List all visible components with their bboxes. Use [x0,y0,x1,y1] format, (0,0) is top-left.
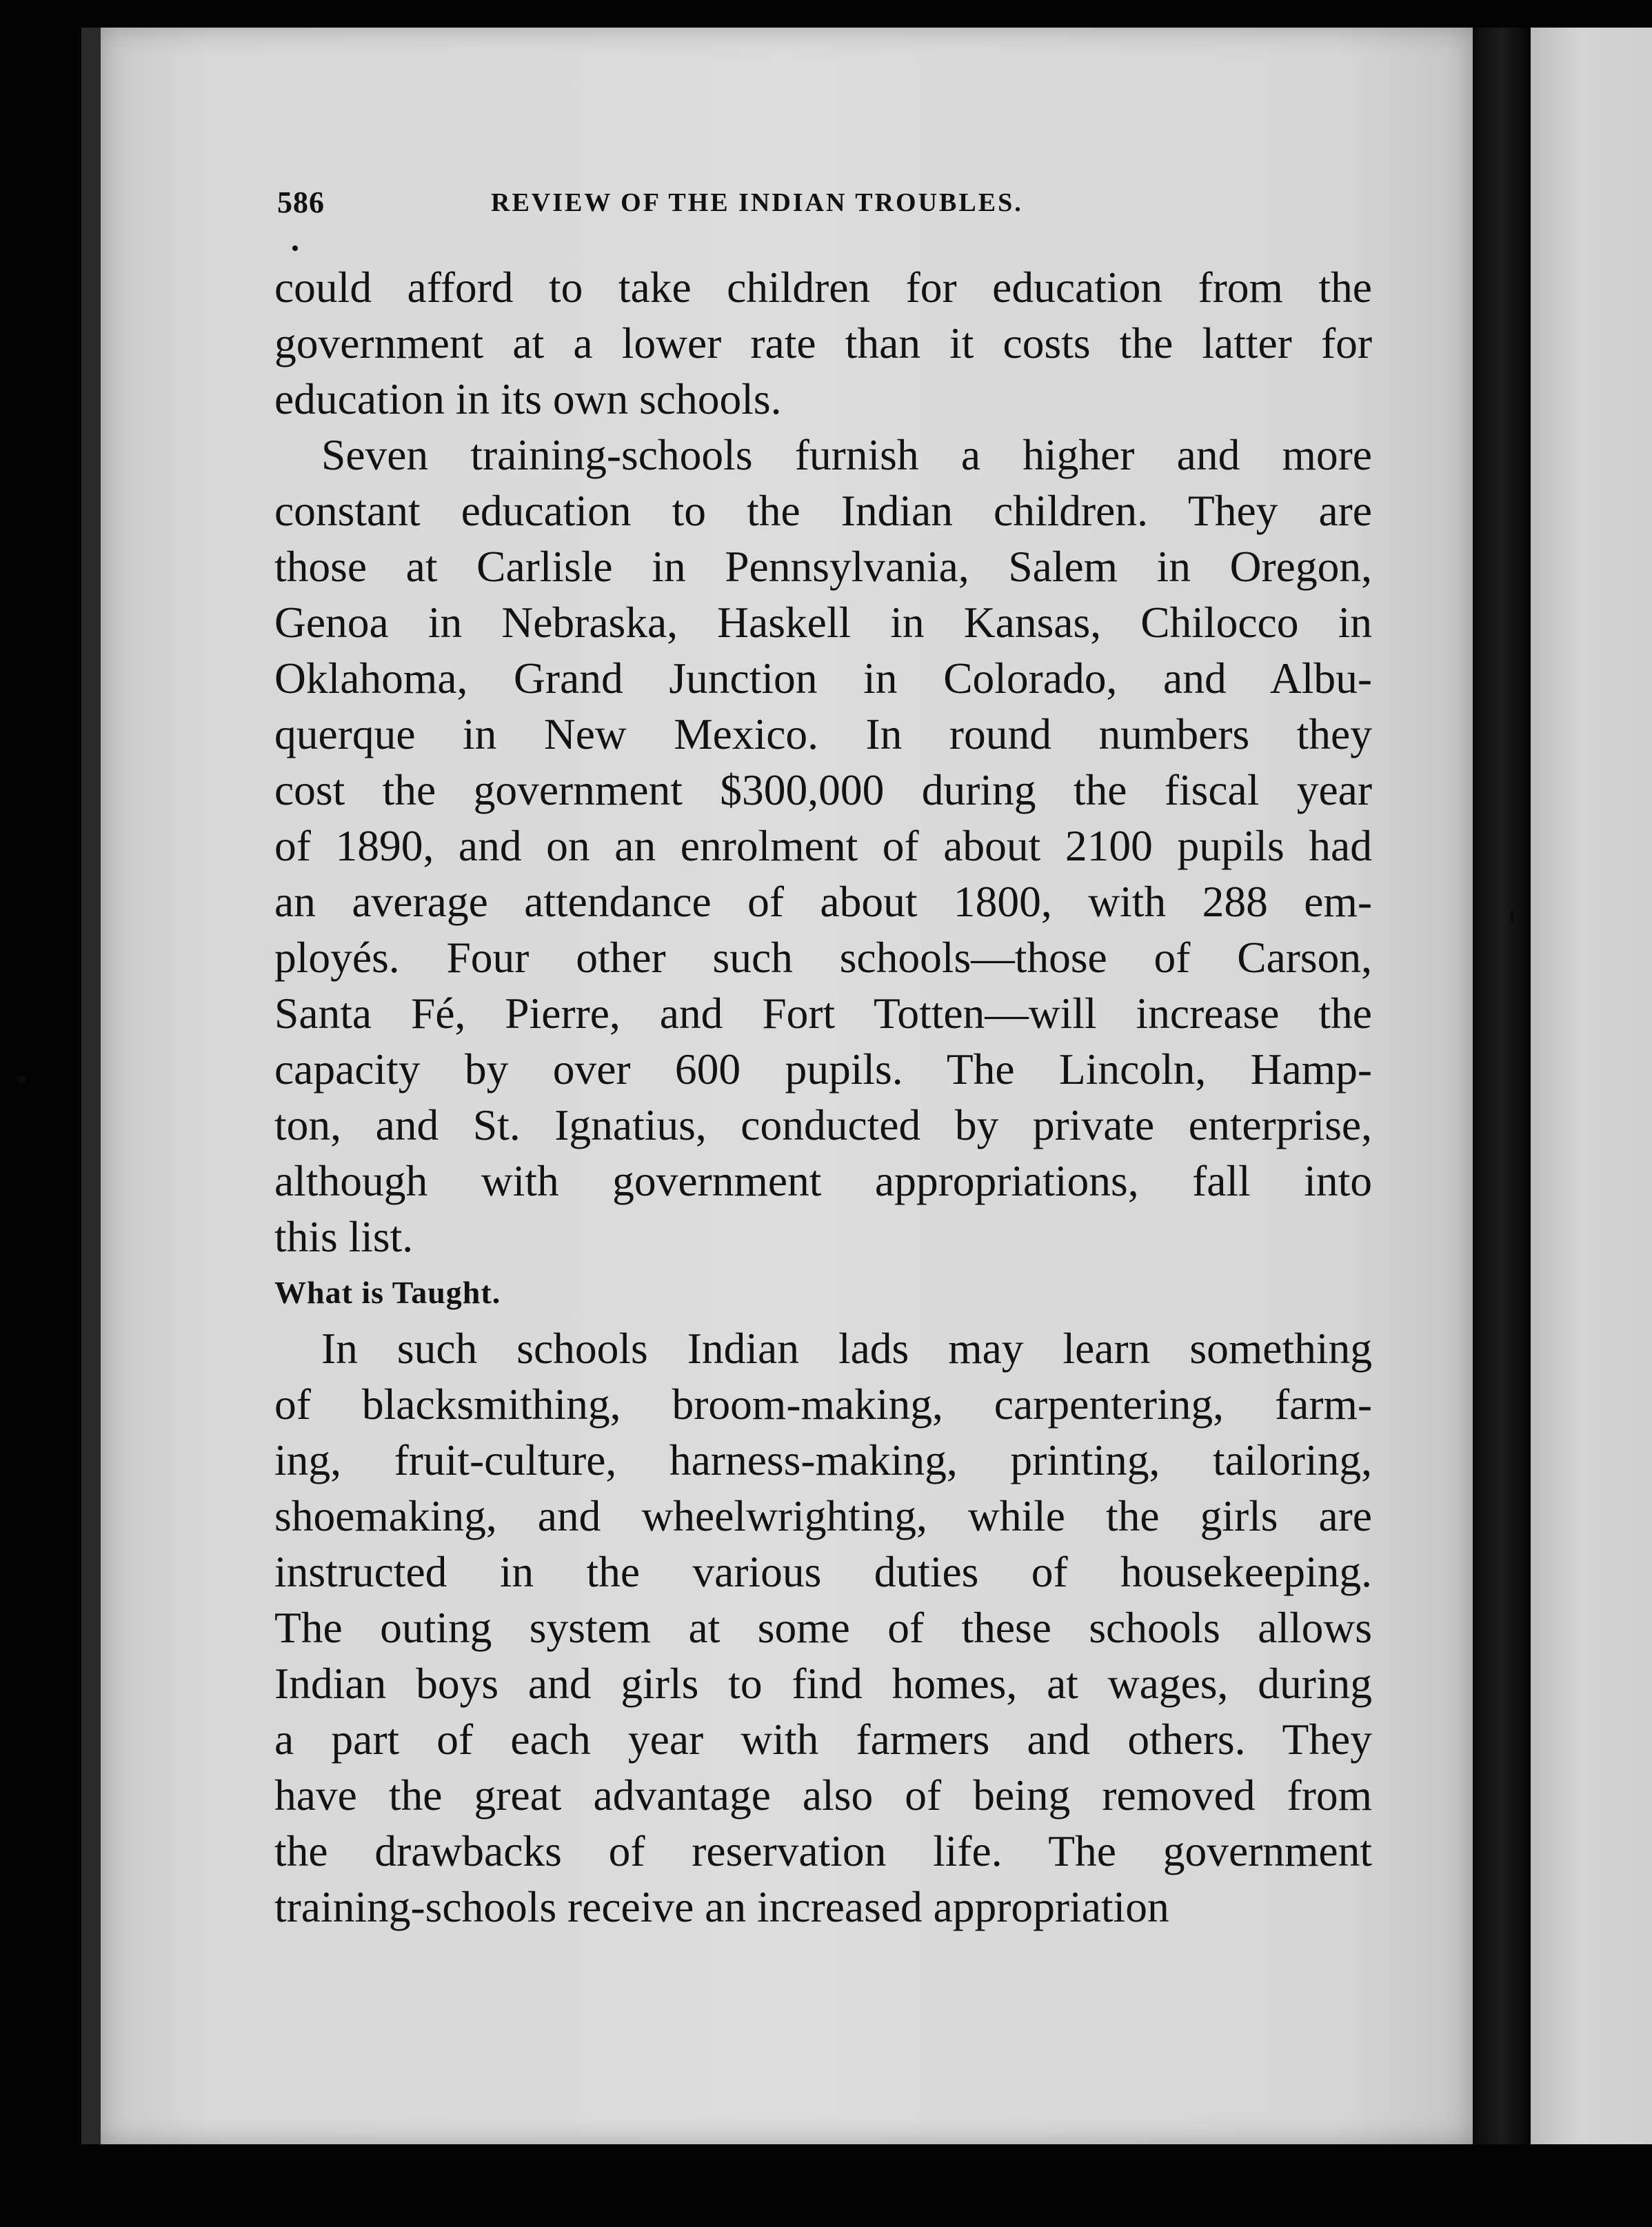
adjacent-page-edge [1531,28,1652,2144]
text-line: this list. [274,1212,414,1261]
text-line: Santa Fé, Pierre, and Fort Totten—will increase the [274,989,1372,1038]
text-line: of blacksmithing, broom-making, carpentering, farm- [274,1380,1372,1429]
text-line: ton, and St. Ignatius, conducted by private enterprise, [274,1100,1372,1149]
text-line: have the great advantage also of being removed from [274,1771,1372,1820]
text-line: Oklahoma, Grand Junction in Colorado, and Albu- [274,654,1372,703]
text-line: those at Carlisle in Pennsylvania, Salem in Oregon, [274,542,1372,591]
running-head [277,185,1173,226]
text-line: capacity by over 600 pupils. The Lincoln, Hamp- [274,1045,1372,1094]
text-line: could afford to take children for education from the [274,263,1372,312]
text-line: shoemaking, and wheelwrighting, while the girls are [274,1491,1372,1540]
book-spine-shadow [81,28,102,2144]
text-line: although with government appropriations, fall into [274,1156,1372,1205]
text-line: In such schools Indian lads may learn something [321,1324,1372,1373]
page-gutter [1473,28,1531,2144]
scan-speck [17,1076,26,1082]
text-line: the drawbacks of reservation life. The government [274,1826,1372,1875]
text-line: training-schools receive an increased appropriation [274,1882,1169,1931]
text-line: government at a lower rate than it costs the latter for [274,319,1372,367]
section-heading: What is Taught. [274,1275,501,1310]
page-number: 586 [277,185,325,219]
text-line: querque in New Mexico. In round numbers they [274,709,1372,758]
text-line: Indian boys and girls to find homes, at wages, during [274,1659,1372,1708]
text-line: The outing system at some of these schools allows [274,1603,1372,1652]
paragraphs-before-heading [274,259,1372,1264]
paragraphs-after-heading [274,1320,1372,1935]
text-line: instructed in the various duties of housekeeping. [274,1547,1372,1596]
text-line: ployés. Four other such schools—those of Carson, [274,933,1372,982]
text-line: Seven training-schools furnish a higher and more [321,430,1372,479]
text-line: ing, fruit-culture, harness-making, printing, tailoring, [274,1435,1372,1484]
text-line: cost the government $300,000 during the fiscal year [274,765,1372,814]
scan-speck [292,245,298,251]
text-line: of 1890, and on an enrolment of about 2100 pupils had [274,821,1372,870]
text-line: a part of each year with farmers and others. They [274,1715,1372,1764]
text-line: Genoa in Nebraska, Haskell in Kansas, Chilocco in [274,598,1372,647]
running-head-title: REVIEW OF THE INDIAN TROUBLES. [491,188,1023,217]
body-text [274,259,1372,1935]
text-line: education in its own schools. [274,374,782,423]
text-line: constant education to the Indian children. They are [274,486,1372,535]
scan-speck [1510,910,1514,923]
text-line: an average attendance of about 1800, with 288 em- [274,877,1372,926]
